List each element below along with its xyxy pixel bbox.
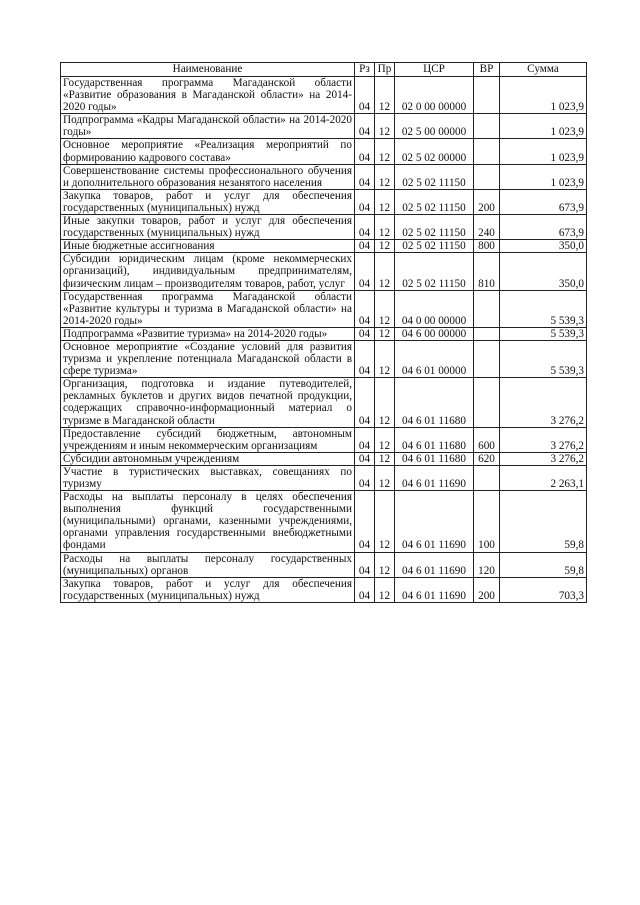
cell-pr: 12 — [375, 164, 395, 189]
table-row — [61, 577, 587, 602]
table-row — [61, 253, 587, 290]
cell-rz: 04 — [355, 114, 375, 139]
cell-rz: 04 — [355, 253, 375, 290]
cell-csr: 04 6 01 11690 — [395, 552, 474, 577]
cell-csr: 02 5 00 00000 — [395, 114, 474, 139]
cell-csr: 02 5 02 00000 — [395, 139, 474, 164]
document-page — [60, 62, 587, 603]
table-row — [61, 77, 587, 114]
cell-sum: 59,8 — [500, 552, 587, 577]
cell-csr: 04 6 01 11680 — [395, 427, 474, 452]
cell-sum: 1 023,9 — [500, 77, 587, 114]
table-row — [61, 427, 587, 452]
cell-pr: 12 — [375, 452, 395, 465]
cell-sum: 673,9 — [500, 189, 587, 214]
cell-vr — [474, 164, 500, 189]
cell-name: Государственная программа Магаданской области «Развитие культуры и туризма в Магаданской области» на 2014-2020 годы» — [61, 290, 355, 327]
cell-name: Закупка товаров, работ и услуг для обеспечения государственных (муниципальных) нужд — [61, 189, 355, 214]
header-name: Наименование — [61, 63, 355, 77]
cell-vr: 600 — [474, 427, 500, 452]
cell-name: Иные бюджетные ассигнования — [61, 240, 355, 253]
cell-rz: 04 — [355, 452, 375, 465]
cell-csr: 04 6 00 00000 — [395, 327, 474, 340]
cell-csr: 02 5 02 11150 — [395, 215, 474, 240]
cell-csr: 02 5 02 11150 — [395, 253, 474, 290]
cell-sum: 5 539,3 — [500, 340, 587, 377]
cell-rz: 04 — [355, 290, 375, 327]
header-vr: ВР — [474, 63, 500, 77]
table-row — [61, 114, 587, 139]
cell-vr — [474, 340, 500, 377]
cell-vr — [474, 378, 500, 427]
cell-rz: 04 — [355, 189, 375, 214]
cell-sum: 1 023,9 — [500, 139, 587, 164]
cell-csr: 02 5 02 11150 — [395, 240, 474, 253]
header-rz: Рз — [355, 63, 375, 77]
cell-csr: 02 5 02 11150 — [395, 164, 474, 189]
cell-csr: 02 0 00 00000 — [395, 77, 474, 114]
cell-pr: 12 — [375, 552, 395, 577]
table-row — [61, 240, 587, 253]
cell-pr: 12 — [375, 139, 395, 164]
cell-name: Государственная программа Магаданской области «Развитие образования в Магаданской области» на 2014-2020 годы» — [61, 77, 355, 114]
cell-sum: 3 276,2 — [500, 452, 587, 465]
cell-sum: 1 023,9 — [500, 114, 587, 139]
cell-rz: 04 — [355, 164, 375, 189]
cell-vr: 800 — [474, 240, 500, 253]
cell-sum: 5 539,3 — [500, 327, 587, 340]
cell-pr: 12 — [375, 327, 395, 340]
cell-pr: 12 — [375, 378, 395, 427]
budget-table — [60, 62, 587, 603]
table-row — [61, 189, 587, 214]
cell-pr: 12 — [375, 253, 395, 290]
table-row — [61, 378, 587, 427]
cell-name: Организация, подготовка и издание путеводителей, рекламных буклетов и других видов печатной продукции, содержащих справочно-информационный материал о туризме в Магаданской области — [61, 378, 355, 427]
cell-sum: 350,0 — [500, 240, 587, 253]
table-row — [61, 164, 587, 189]
cell-vr: 200 — [474, 189, 500, 214]
cell-csr: 04 6 01 11680 — [395, 378, 474, 427]
cell-pr: 12 — [375, 491, 395, 552]
cell-rz: 04 — [355, 215, 375, 240]
cell-pr: 12 — [375, 290, 395, 327]
cell-name: Закупка товаров, работ и услуг для обеспечения государственных (муниципальных) нужд — [61, 577, 355, 602]
cell-name: Совершенствование системы профессионального обучения и дополнительного образования незанятого населения — [61, 164, 355, 189]
cell-sum: 5 539,3 — [500, 290, 587, 327]
cell-sum: 673,9 — [500, 215, 587, 240]
cell-vr: 810 — [474, 253, 500, 290]
cell-vr — [474, 290, 500, 327]
cell-name: Подпрограмма «Развитие туризма» на 2014-2020 годы» — [61, 327, 355, 340]
cell-name: Расходы на выплаты персоналу государственных (муниципальных) органов — [61, 552, 355, 577]
cell-csr: 04 6 01 11690 — [395, 577, 474, 602]
cell-rz: 04 — [355, 240, 375, 253]
header-pr: Пр — [375, 63, 395, 77]
cell-name: Расходы на выплаты персоналу в целях обеспечения выполнения функций государственными (муниципальными) органами, казенными учреждениями, органами управления государственными внебюджетными фондами — [61, 491, 355, 552]
table-row — [61, 340, 587, 377]
cell-csr: 04 6 01 11690 — [395, 465, 474, 490]
cell-rz: 04 — [355, 139, 375, 164]
cell-sum: 350,0 — [500, 253, 587, 290]
cell-vr: 120 — [474, 552, 500, 577]
cell-sum: 3 276,2 — [500, 427, 587, 452]
cell-csr: 04 6 01 00000 — [395, 340, 474, 377]
cell-vr: 620 — [474, 452, 500, 465]
cell-rz: 04 — [355, 577, 375, 602]
table-row — [61, 139, 587, 164]
cell-name: Иные закупки товаров, работ и услуг для обеспечения государственных (муниципальных) нужд — [61, 215, 355, 240]
cell-sum: 703,3 — [500, 577, 587, 602]
cell-vr — [474, 327, 500, 340]
cell-name: Основное мероприятие «Реализация мероприятий по формированию кадрового состава» — [61, 139, 355, 164]
cell-name: Субсидии юридическим лицам (кроме некоммерческих организаций), индивидуальным предпринимателям, физическим лицам – производителям товаров, работ, услуг — [61, 253, 355, 290]
cell-vr — [474, 77, 500, 114]
cell-pr: 12 — [375, 340, 395, 377]
cell-rz: 04 — [355, 427, 375, 452]
table-row — [61, 215, 587, 240]
cell-rz: 04 — [355, 340, 375, 377]
cell-pr: 12 — [375, 215, 395, 240]
cell-pr: 12 — [375, 77, 395, 114]
cell-rz: 04 — [355, 77, 375, 114]
cell-csr: 04 6 01 11690 — [395, 491, 474, 552]
cell-csr: 04 6 01 11680 — [395, 452, 474, 465]
table-header-row — [61, 63, 587, 77]
table-row — [61, 465, 587, 490]
cell-pr: 12 — [375, 465, 395, 490]
cell-rz: 04 — [355, 465, 375, 490]
cell-csr: 04 0 00 00000 — [395, 290, 474, 327]
cell-name: Участие в туристических выставках, совещаниях по туризму — [61, 465, 355, 490]
cell-name: Субсидии автономным учреждениям — [61, 452, 355, 465]
cell-name: Подпрограмма «Кадры Магаданской области» на 2014-2020 годы» — [61, 114, 355, 139]
cell-vr — [474, 139, 500, 164]
cell-rz: 04 — [355, 378, 375, 427]
cell-sum: 59,8 — [500, 491, 587, 552]
cell-name: Предоставление субсидий бюджетным, автономным учреждениям и иным некоммерческим организациям — [61, 427, 355, 452]
cell-pr: 12 — [375, 114, 395, 139]
table-row — [61, 327, 587, 340]
cell-rz: 04 — [355, 552, 375, 577]
cell-name: Основное мероприятие «Создание условий для развития туризма и укрепление потенциала Магаданской области в сфере туризма» — [61, 340, 355, 377]
cell-sum: 2 263,1 — [500, 465, 587, 490]
table-body — [61, 77, 587, 603]
cell-vr — [474, 465, 500, 490]
cell-vr: 100 — [474, 491, 500, 552]
cell-rz: 04 — [355, 491, 375, 552]
cell-vr — [474, 114, 500, 139]
cell-pr: 12 — [375, 577, 395, 602]
table-row — [61, 491, 587, 552]
header-csr: ЦСР — [395, 63, 474, 77]
cell-pr: 12 — [375, 240, 395, 253]
cell-vr: 240 — [474, 215, 500, 240]
table-row — [61, 452, 587, 465]
cell-sum: 1 023,9 — [500, 164, 587, 189]
cell-pr: 12 — [375, 189, 395, 214]
table-row — [61, 552, 587, 577]
cell-rz: 04 — [355, 327, 375, 340]
table-row — [61, 290, 587, 327]
cell-pr: 12 — [375, 427, 395, 452]
header-sum: Сумма — [500, 63, 587, 77]
cell-vr: 200 — [474, 577, 500, 602]
cell-csr: 02 5 02 11150 — [395, 189, 474, 214]
cell-sum: 3 276,2 — [500, 378, 587, 427]
